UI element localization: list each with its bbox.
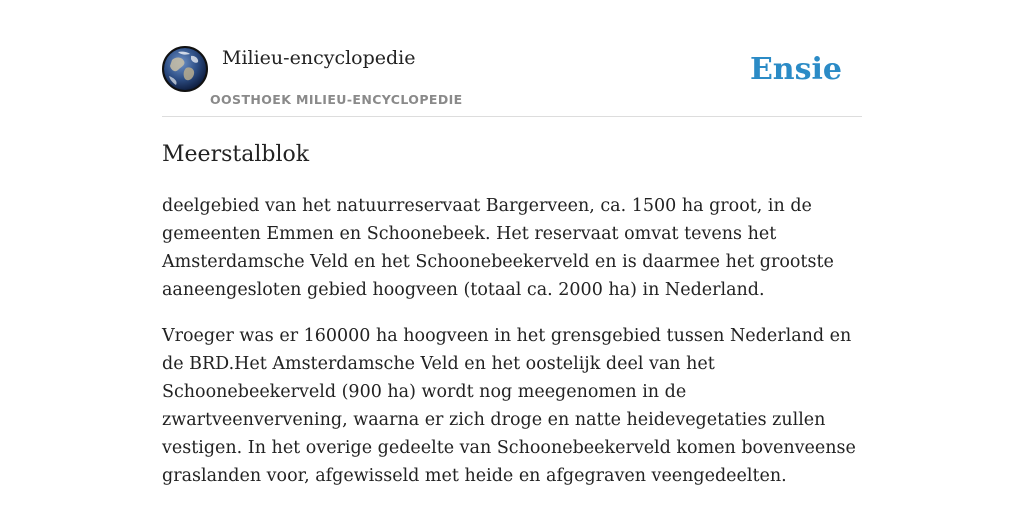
site-subtitle: OOSTHOEK MILIEU-ENCYCLOPEDIE bbox=[210, 92, 463, 107]
article-title: Meerstalblok bbox=[162, 142, 310, 167]
site-name[interactable]: Milieu-encyclopedie bbox=[222, 47, 416, 69]
article-paragraph: Vroeger was er 160000 ha hoogveen in het grensgebied tussen Nederland en de BRD.Het Amsterdamsche Veld en het oostelijk deel van het Schoonebeekerveld (900 ha) wordt nog meegenomen in de zwartveenvervening, waarna er zich droge en natte heidevegetaties zullen vestigen. In het overige gedeelte van Schoonebeekerveld komen bovenveense graslanden voor, afgewisseld met heide en afgegraven veengedeelten. bbox=[162, 326, 856, 486]
earth-globe-icon[interactable] bbox=[162, 46, 208, 92]
article bbox=[162, 140, 862, 490]
ensie-brand-link[interactable]: Ensie bbox=[749, 52, 842, 87]
article-paragraph: deelgebied van het natuurreservaat Bargerveen, ca. 1500 ha groot, in de gemeenten Emmen en Schoonebeek. Het reservaat omvat tevens het Amsterdamsche Veld en het Schoonebeekerveld en is daarmee het grootste aaneengesloten gebied hoogveen (totaal ca. 2000 ha) in Nederland. bbox=[162, 196, 834, 300]
site-header bbox=[162, 46, 862, 117]
